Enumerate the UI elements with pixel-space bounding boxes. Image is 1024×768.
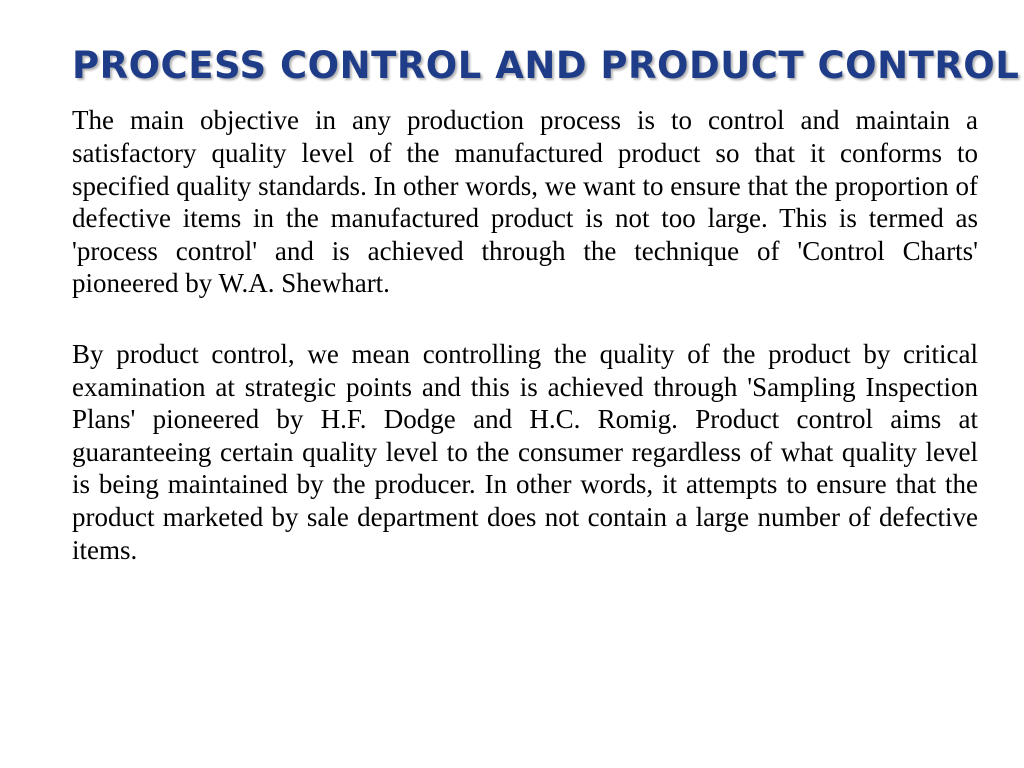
paragraph-product-control: By product control, we mean controlling the quality of the product by critical examination at strategic points and this is achieved through 'Sampling Inspection Plans' pioneered by H.F. Dodge and H.C. Romig. Product control aims at guaranteeing certain quality level to the consumer regardless of what quality level is being maintained by the producer. In other words, it attempts to ensure that the product marketed by sale department does not contain a large number of defective items.	[72, 338, 978, 565]
slide-title: PROCESS CONTROL AND PRODUCT CONTROL	[72, 44, 1020, 87]
paragraph-process-control: The main objective in any production process is to control and maintain a satisfactory quality level of the manufactured product so that it conforms to specified quality standards. In other words, we want to ensure that the proportion of defective items in the manufactured product is not too large. This is termed as 'process control' and is achieved through the technique of 'Control Charts' pioneered by W.A. Shewhart.	[72, 105, 978, 299]
slide-body	[72, 104, 978, 566]
